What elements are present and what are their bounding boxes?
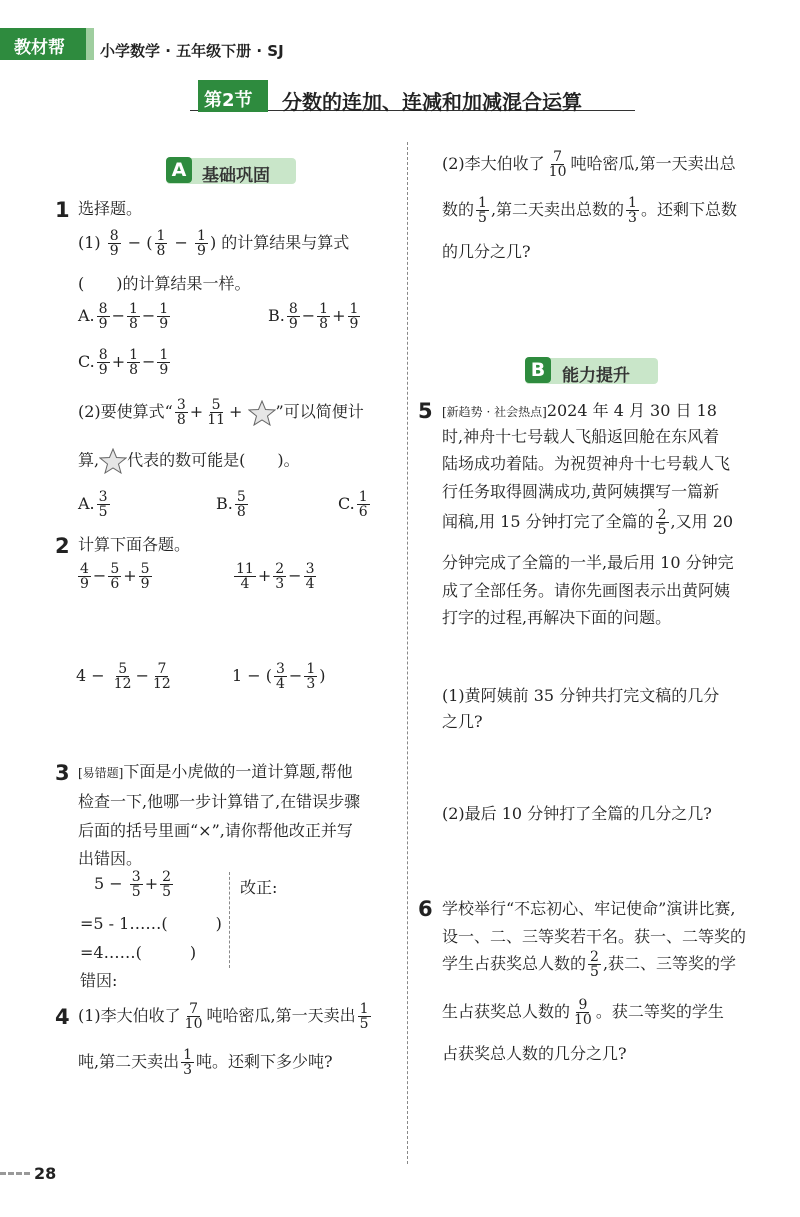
q1-title: 选择题。 — [78, 199, 143, 218]
q5-sub1-line2: 之几? — [442, 712, 483, 731]
q2-expression-3: 4 − $\frac{5}{12}$ − $\frac{7}{12}$ — [76, 661, 171, 692]
q1-part2-option-a: A. $\frac{3}{5}$ — [78, 489, 108, 520]
column-divider — [407, 142, 408, 1164]
q1-part2-line2: 算, 代表的数可能是( )。 — [78, 448, 300, 474]
q1-option-b: B. $\frac{8}{9}$ − $\frac{1}{8}$ + $\frac{1}{9}$ — [268, 301, 359, 332]
q5-line4: 行任务取得圆满成功,黄阿姨撰写一篇新 — [442, 482, 720, 501]
page-number: 28 — [34, 1164, 57, 1183]
q4-part2-line3: 的几分之几? — [442, 242, 531, 261]
q6-line1: 学校举行“不忘初心、牢记使命”演讲比赛, — [442, 899, 736, 918]
star-icon — [248, 400, 276, 426]
part-a-title: 基础巩固 — [202, 166, 270, 186]
part-b-letter: B — [525, 357, 551, 383]
q4-number: 4 — [55, 1005, 70, 1029]
q2-expression-1: $\frac{4}{9}$ − $\frac{5}{6}$ + $\frac{5}{9}$ — [80, 561, 150, 592]
q3-divider — [229, 872, 230, 968]
fraction: $\frac{1}{8}$ — [156, 228, 166, 259]
q5-line5: 闻稿,用 15 分钟打完了全篇的 $\frac{2}{5}$ ,又用 20 — [442, 507, 734, 538]
q6-line3: 学生占获奖总人数的 $\frac{2}{5}$ ,获二、三等奖的学 — [442, 949, 737, 980]
q1-part1-line2: ( )的计算结果一样。 — [78, 274, 251, 293]
q3-step3: =4……( ) — [80, 943, 197, 962]
brand-label: 教材帮 — [14, 38, 65, 58]
section-number: 第2节 — [204, 90, 253, 111]
q3-step2: =5 - 1……( ) — [80, 914, 222, 933]
part-b-title: 能力提升 — [562, 366, 630, 386]
section-title: 分数的连加、连减和加减混合运算 — [282, 90, 582, 114]
q1-option-a: A. $\frac{8}{9}$ − $\frac{1}{8}$ − $\frac{1}{9}$ — [78, 301, 169, 332]
fraction: $\frac{1}{9}$ — [197, 228, 206, 259]
q2-expression-2: $\frac{11}{4}$ + $\frac{2}{3}$ − $\frac{3}{4}$ — [236, 561, 315, 592]
q4-part1-line2: 吨,第二天卖出 $\frac{1}{3}$ 吨。还剩下多少吨? — [78, 1047, 333, 1078]
q1-part2-option-b: B. $\frac{5}{8}$ — [216, 489, 246, 520]
q1-part1-label: (1) — [78, 233, 101, 252]
q1-option-c: C. $\frac{8}{9}$ + $\frac{1}{8}$ − $\frac{1}{9}$ — [78, 347, 169, 378]
q1-part1-tail: 的计算结果与算式 — [221, 233, 350, 252]
q6-line2: 设一、二、三等奖若干名。获一、二等奖的 — [442, 927, 747, 946]
q6-line4: 生占获奖总人数的 $\frac{9}{10}$ 。获二等奖的学生 — [442, 997, 724, 1028]
q5-line1: [新趋势 · 社会热点]2024 年 4 月 30 日 18 — [442, 401, 717, 420]
q5-sub1-line1: (1)黄阿姨前 35 分钟共打完文稿的几分 — [442, 686, 720, 705]
q5-line2: 时,神舟十七号载人飞船返回舱在东风着 — [442, 427, 720, 446]
q3-line1: [易错题]下面是小虎做的一道计算题,帮他 — [78, 762, 353, 781]
brand-corner — [86, 28, 94, 60]
q1-number: 1 — [55, 198, 70, 222]
q4-part2-line2: 数的 $\frac{1}{5}$ ,第二天卖出总数的 $\frac{1}{3}$ 。还剩下总数 — [442, 195, 737, 226]
q3-line2: 检查一下,他哪一步计算错了,在错误步骤 — [78, 792, 361, 811]
q3-line3: 后面的括号里画“×”,请你帮他改正并写 — [78, 821, 353, 840]
q2-number: 2 — [55, 534, 70, 558]
q6-number: 6 — [418, 897, 433, 921]
q3-tag: [易错题] — [78, 766, 124, 780]
q5-line6: 分钟完成了全篇的一半,最后用 10 分钟完 — [442, 553, 734, 572]
q1-part2-expression: (2)要使算式“ $\frac{3}{8}$ + $\frac{5}{11}$ + ”可以简便计 — [78, 397, 364, 428]
q5-line7: 成了全部任务。请你先画图表示出黄阿姨 — [442, 581, 731, 600]
q2-title: 计算下面各题。 — [78, 535, 191, 554]
q5-sub2: (2)最后 10 分钟打了全篇的几分之几? — [442, 804, 712, 823]
q4-part2-line1: (2)李大伯收了 $\frac{7}{10}$ 吨哈密瓜,第一天卖出总 — [442, 149, 736, 180]
q3-fix-label: 改正: — [240, 878, 278, 897]
part-a-letter: A — [166, 157, 192, 183]
q4-part1-line1: (1)李大伯收了 $\frac{7}{10}$ 吨哈密瓜,第一天卖出 $\frac{1}{5}$ — [78, 1001, 369, 1032]
q3-number: 3 — [55, 761, 70, 785]
q1-part1-expression: (1) $\frac{8}{9}$ − ( $\frac{1}{8}$ − $\frac{1}{9}$ ) 的计算结果与算式 — [78, 228, 350, 259]
star-icon — [99, 448, 127, 474]
q1-part2-option-c: C. $\frac{1}{6}$ — [338, 489, 368, 520]
q5-tag: [新趋势 · 社会热点] — [442, 405, 547, 419]
q3-step1: 5 − $\frac{3}{5}$ + $\frac{2}{5}$ — [94, 869, 172, 900]
q5-number: 5 — [418, 399, 433, 423]
q5-line8: 打字的过程,再解决下面的问题。 — [442, 608, 672, 627]
q3-line4: 出错因。 — [78, 849, 143, 868]
footer-dash — [0, 1172, 30, 1175]
q5-line3: 陆场成功着陆。为祝贺神舟十七号载人飞 — [442, 454, 731, 473]
q2-expression-4: 1 − ( $\frac{3}{4}$ − $\frac{1}{3}$ ) — [232, 661, 326, 692]
fraction: $\frac{8}{9}$ — [109, 228, 119, 259]
book-series: 小学数学 · 五年级下册 · SJ — [100, 42, 284, 60]
q3-reason-label: 错因: — [80, 971, 118, 990]
q6-line5: 占获奖总人数的几分之几? — [442, 1044, 627, 1063]
